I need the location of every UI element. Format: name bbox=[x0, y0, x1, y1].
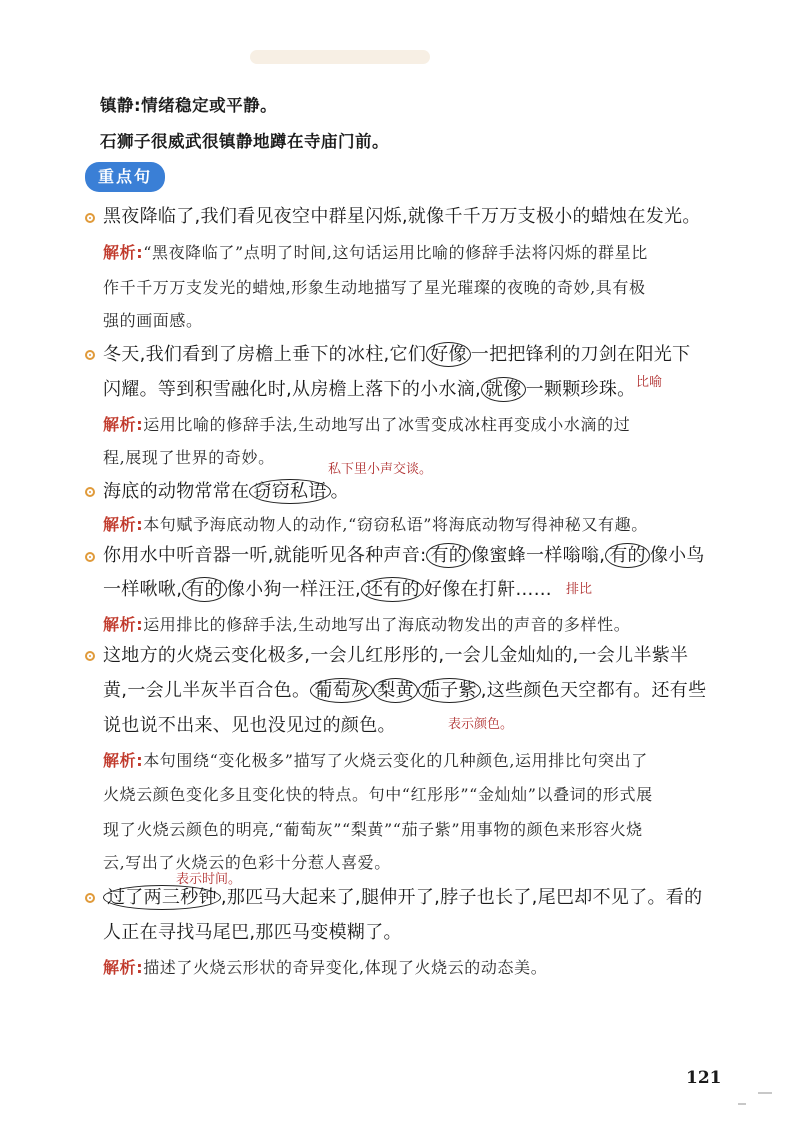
definition-example: 石狮子很威武很镇静地蹲在寺庙门前。 bbox=[100, 132, 389, 151]
sentence-2-line-1: 冬天,我们看到了房檐上垂下的冰柱,它们 好像 一把把锋利的刀剑在阳光下 bbox=[103, 344, 691, 365]
analysis-4-line-1: 解析:运用排比的修辞手法,生动地写出了海底动物发出的声音的多样性。 bbox=[103, 615, 631, 634]
sentence-4-line-2: 一样啾啾, 有的 像小狗一样汪汪, 还有的 好像在打鼾…… bbox=[103, 579, 552, 600]
circled-word: 还有的 bbox=[361, 577, 424, 602]
circled-word: 有的 bbox=[605, 543, 650, 568]
margin-note-6: 表示时间。 bbox=[176, 872, 242, 887]
circled-word: 窃窃私语 bbox=[249, 479, 330, 504]
margin-note-4: 排比 bbox=[566, 582, 593, 597]
sentence-5-line-2: 黄,一会儿半灰半百合色。 葡萄灰 梨黄 茄子紫 ,这些颜色天空都有。还有些 bbox=[103, 680, 707, 701]
analysis-1-line-3: 强的画面感。 bbox=[103, 311, 203, 330]
bullet-icon bbox=[85, 552, 95, 562]
margin-note-3: 私下里小声交谈。 bbox=[328, 462, 433, 477]
circled-word: 葡萄灰 bbox=[310, 678, 373, 703]
analysis-5-line-3: 现了火烧云颜色的明亮,“葡萄灰”“梨黄”“茄子紫”用事物的颜色来形容火烧 bbox=[103, 820, 643, 839]
margin-note-2: 比喻 bbox=[636, 375, 663, 390]
margin-note-5: 表示颜色。 bbox=[448, 717, 514, 732]
analysis-1-line-1: 解析:“黑夜降临了”点明了时间,这句话运用比喻的修辞手法将闪烁的群星比 bbox=[103, 243, 648, 262]
top-decoration bbox=[250, 50, 430, 64]
circled-word: 有的 bbox=[182, 577, 227, 602]
sentence-1: 黑夜降临了,我们看见夜空中群星闪烁,就像千千万万支极小的蜡烛在发光。 bbox=[103, 206, 701, 227]
bullet-icon bbox=[85, 213, 95, 223]
circled-word: 茄子紫 bbox=[418, 678, 481, 703]
scan-speck bbox=[758, 1092, 772, 1094]
sentence-6-line-1: 过了两三秒钟 ,那匹马大起来了,腿伸开了,脖子也长了,尾巴却不见了。看的 bbox=[103, 883, 702, 909]
analysis-3-line-1: 解析:本句赋予海底动物人的动作,“窃窃私语”将海底动物写得神秘又有趣。 bbox=[103, 515, 648, 534]
scan-speck bbox=[738, 1103, 746, 1105]
circled-word: 就像 bbox=[481, 377, 526, 402]
sentence-6-line-2: 人正在寻找马尾巴,那匹马变模糊了。 bbox=[103, 922, 402, 943]
sentence-5-line-1: 这地方的火烧云变化极多,一会儿红彤彤的,一会儿金灿灿的,一会儿半紫半 bbox=[103, 645, 689, 666]
bullet-icon bbox=[85, 350, 95, 360]
bullet-icon bbox=[85, 651, 95, 661]
analysis-2-line-1: 解析:运用比喻的修辞手法,生动地写出了冰雪变成冰柱再变成小水滴的过 bbox=[103, 415, 631, 434]
analysis-label: 解析 bbox=[103, 243, 137, 262]
circled-word: 有的 bbox=[426, 543, 471, 568]
sentence-5-line-3: 说也说不出来、见也没见过的颜色。 bbox=[103, 715, 396, 736]
analysis-1-line-2: 作千千万万支发光的蜡烛,形象生动地描写了星光璀璨的夜晚的奇妙,具有极 bbox=[103, 278, 646, 297]
circled-word: 过了两三秒钟 bbox=[103, 885, 221, 910]
analysis-5-line-4: 云,写出了火烧云的色彩十分惹人喜爱。 bbox=[103, 853, 391, 872]
bullet-icon bbox=[85, 893, 95, 903]
analysis-2-line-2: 程,展现了世界的奇妙。 bbox=[103, 448, 275, 467]
sentence-2-line-2: 闪耀。等到积雪融化时,从房檐上落下的小水滴, 就像 一颗颗珍珠。 bbox=[103, 379, 636, 400]
sentence-4-line-1: 你用水中听音器一听,就能听见各种声音: 有的 像蜜蜂一样嗡嗡, 有的 像小鸟 bbox=[103, 545, 705, 566]
bullet-icon bbox=[85, 487, 95, 497]
definition-term: 镇静:情绪稳定或平静。 bbox=[100, 96, 278, 115]
analysis-6-line-1: 解析:描述了火烧云形状的奇异变化,体现了火烧云的动态美。 bbox=[103, 958, 548, 977]
circled-word: 梨黄 bbox=[373, 678, 418, 703]
sentence-3: 海底的动物常常在 窃窃私语 。 bbox=[103, 481, 349, 502]
analysis-5-line-1: 解析:本句围绕“变化极多”描写了火烧云变化的几种颜色,运用排比句突出了 bbox=[103, 751, 648, 770]
section-badge: 重点句 bbox=[85, 162, 165, 192]
circled-word: 好像 bbox=[426, 342, 471, 367]
analysis-5-line-2: 火烧云颜色变化多且变化快的特点。句中“红彤彤”“金灿灿”以叠词的形式展 bbox=[103, 785, 653, 804]
page-number: 121 bbox=[686, 1068, 722, 1088]
